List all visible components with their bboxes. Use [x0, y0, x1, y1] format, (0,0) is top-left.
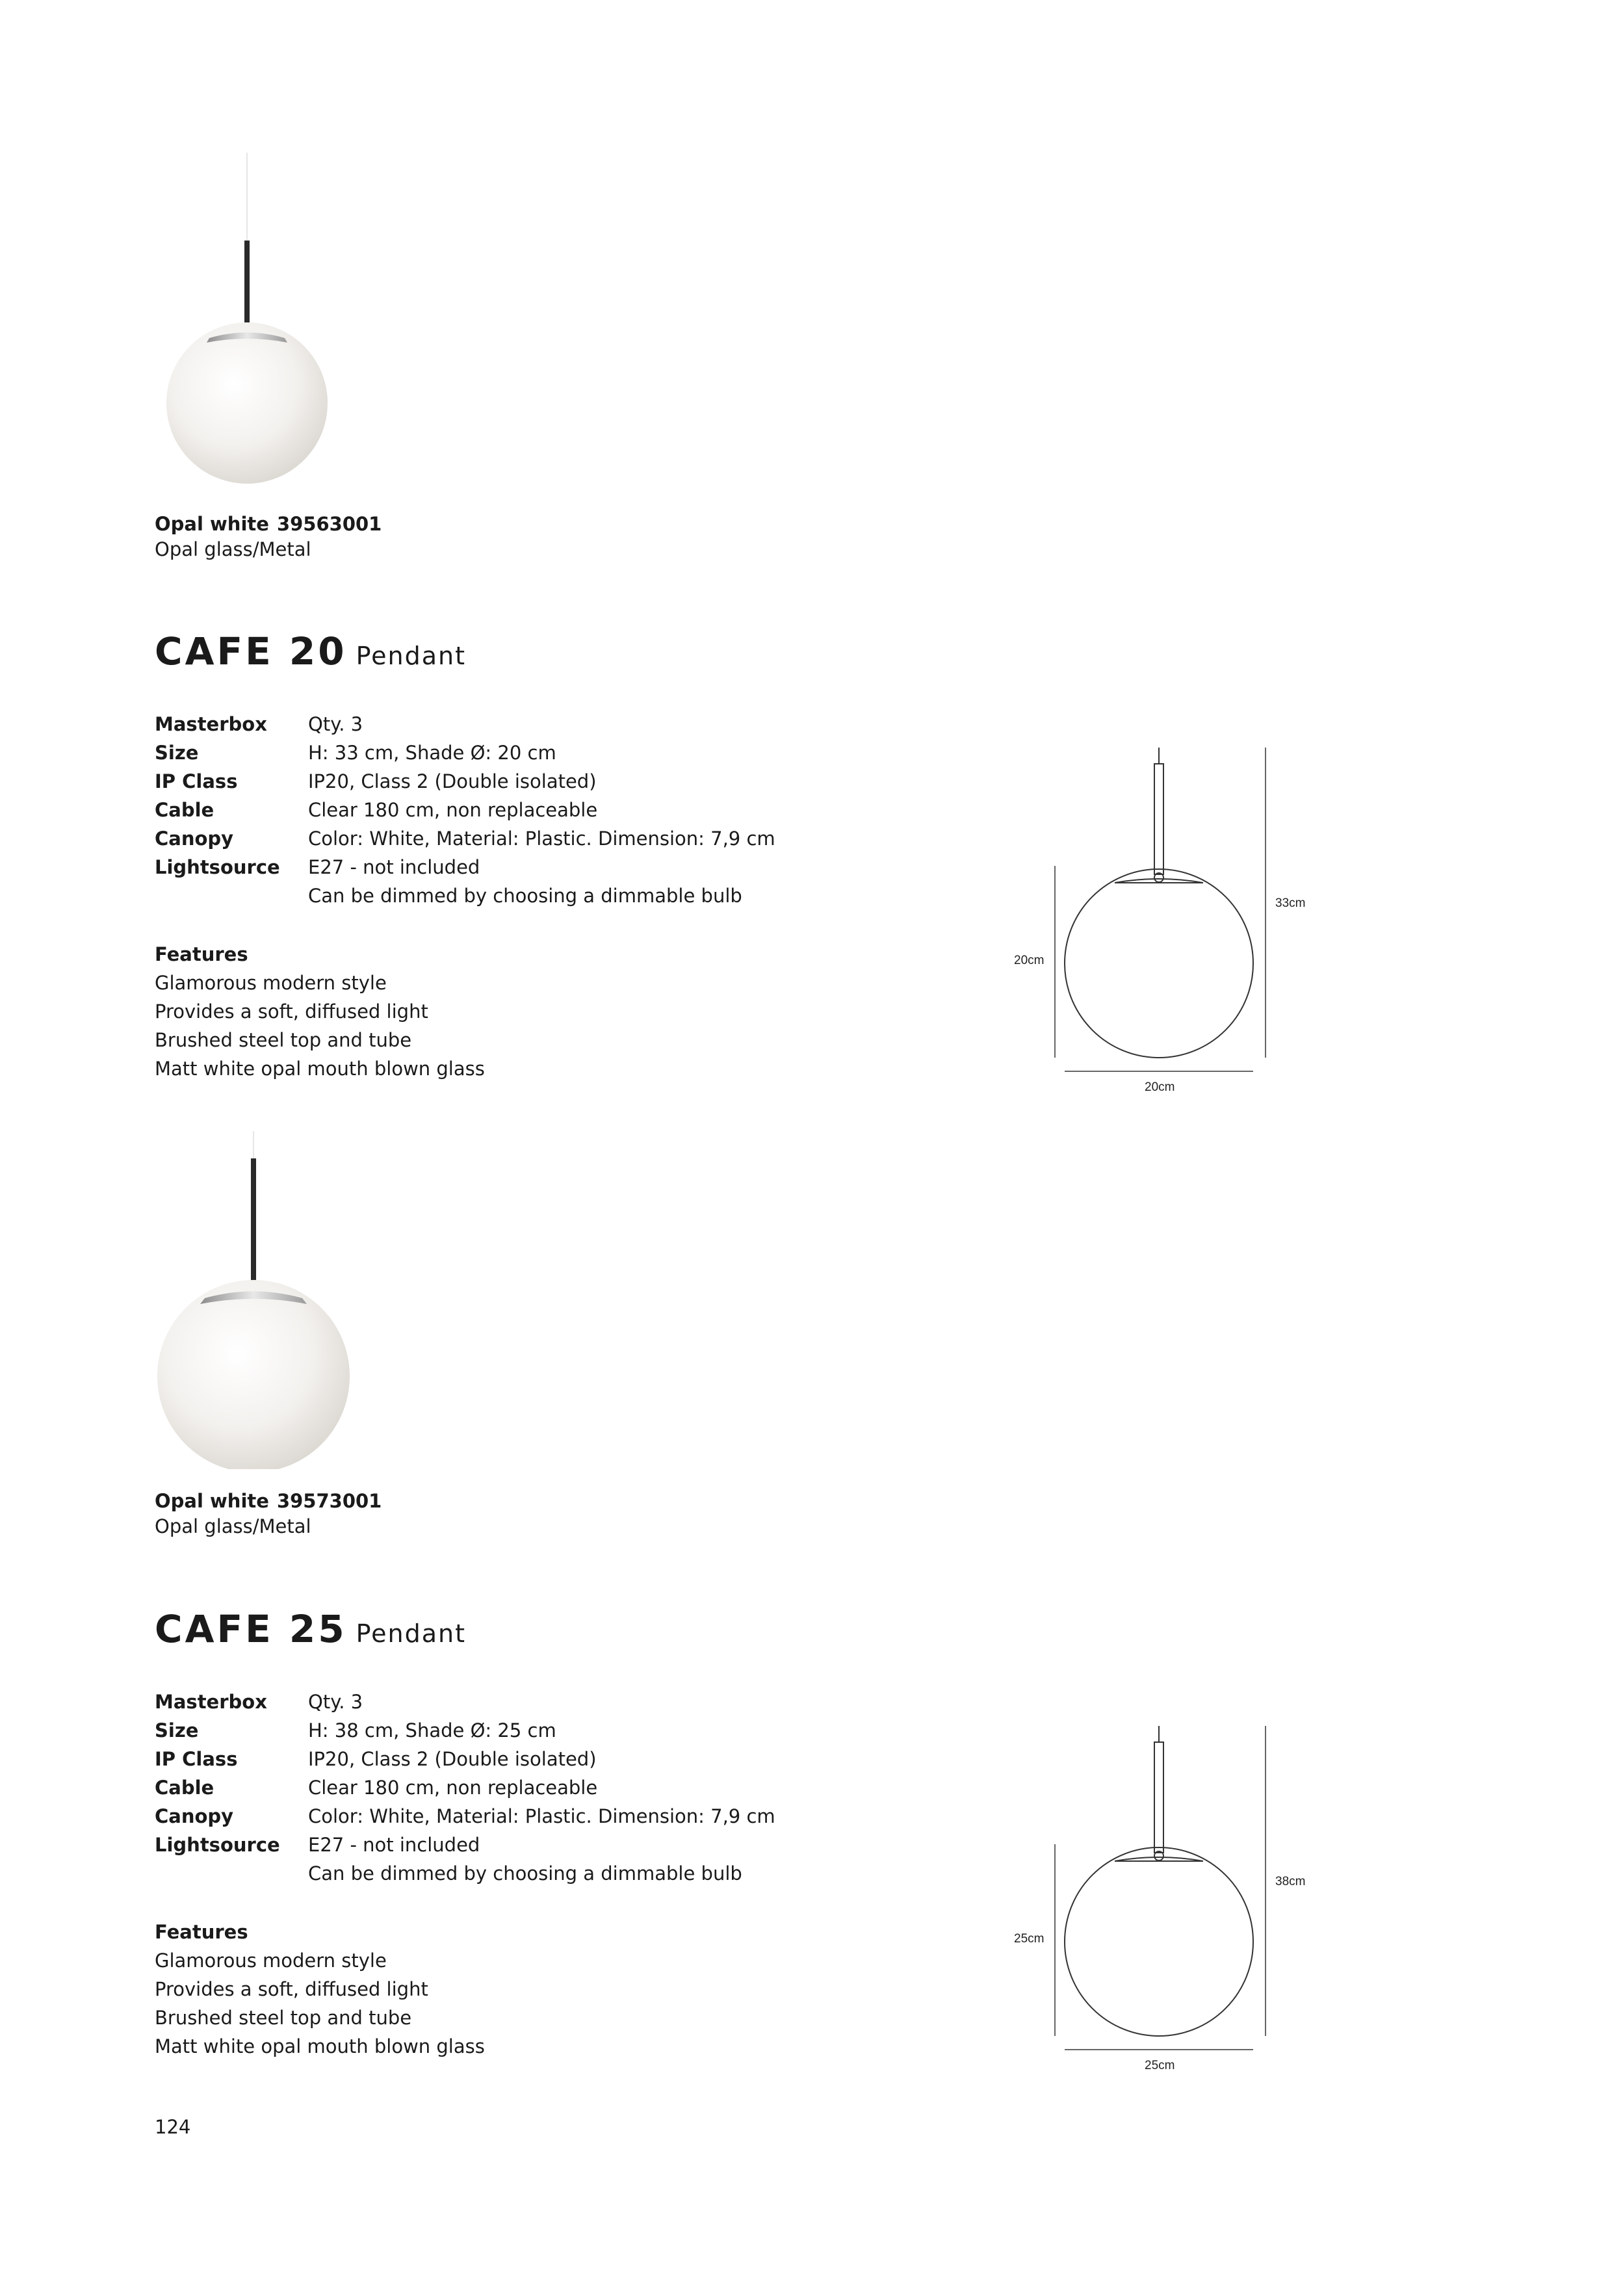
spec-value: IP20, Class 2 (Double isolated) [308, 1748, 597, 1770]
feature-item: Provides a soft, diffused light [155, 1000, 428, 1023]
spec-label: IP Class [155, 1748, 238, 1770]
spec-value: H: 33 cm, Shade Ø: 20 cm [308, 742, 556, 764]
spec-value: E27 - not included [308, 1834, 480, 1856]
feature-item: Glamorous modern style [155, 1950, 387, 1972]
dim-height-label: 33cm [1275, 896, 1306, 910]
spec-row [155, 767, 775, 796]
spec-label: Size [155, 742, 199, 764]
spec-row [155, 1716, 775, 1745]
feature-item: Provides a soft, diffused light [155, 1978, 428, 2000]
product-caption [155, 1489, 382, 1539]
spec-row [155, 796, 775, 824]
features-list [155, 1918, 485, 2061]
technical-drawing-cafe-20 [1001, 748, 1339, 1112]
dim-shade-height-label: 20cm [1014, 954, 1045, 967]
spec-label: Lightsource [155, 856, 280, 878]
spec-table [155, 1688, 775, 1888]
spec-row [155, 738, 775, 767]
spec-row [155, 853, 775, 881]
spec-label: Size [155, 1719, 199, 1742]
spec-row [155, 881, 775, 910]
spec-label: Cable [155, 799, 214, 821]
spec-label: Cable [155, 1777, 214, 1799]
spec-row [155, 1859, 775, 1888]
product-type: Pendant [356, 642, 467, 670]
spec-label: Canopy [155, 1805, 234, 1827]
product-code: 39563001 [276, 513, 382, 535]
features-heading: Features [155, 943, 248, 965]
spec-value: Can be dimmed by choosing a dimmable bulb [308, 885, 742, 907]
dim-shade-height-label: 25cm [1014, 1932, 1045, 1946]
dim-height-label: 38cm [1275, 1875, 1306, 1888]
technical-drawing-cafe-25 [1001, 1726, 1339, 2090]
product-title [155, 1607, 466, 1651]
spec-value: H: 38 cm, Shade Ø: 25 cm [308, 1719, 556, 1742]
spec-label [155, 881, 308, 910]
product-name: CAFE 20 [155, 629, 347, 673]
spec-value: Clear 180 cm, non replaceable [308, 799, 598, 821]
spec-value: Qty. 3 [308, 1691, 363, 1713]
product-type: Pendant [356, 1619, 467, 1648]
spec-value: Color: White, Material: Plastic. Dimension: 7,9 cm [308, 828, 775, 850]
spec-label: IP Class [155, 770, 238, 792]
spec-row [155, 1802, 775, 1831]
spec-row [155, 824, 775, 853]
page-number: 124 [155, 2116, 191, 2138]
feature-item: Brushed steel top and tube [155, 2007, 412, 2029]
product-name: CAFE 25 [155, 1607, 347, 1651]
spec-value: IP20, Class 2 (Double isolated) [308, 770, 597, 792]
product-title [155, 629, 466, 673]
spec-label [155, 1859, 308, 1888]
dim-width-label: 20cm [1145, 1080, 1175, 1094]
spec-row [155, 1745, 775, 1773]
product-photo-cafe-20 [149, 153, 370, 497]
feature-item: Matt white opal mouth blown glass [155, 1058, 485, 1080]
spec-row [155, 710, 775, 738]
spec-value: E27 - not included [308, 856, 480, 878]
material: Opal glass/Metal [155, 1515, 311, 1537]
feature-item: Glamorous modern style [155, 972, 387, 994]
spec-value: Clear 180 cm, non replaceable [308, 1777, 598, 1799]
product-code: 39573001 [276, 1490, 382, 1512]
variant-name: Opal white [155, 1490, 269, 1512]
spec-value: Qty. 3 [308, 713, 363, 735]
spec-row [155, 1831, 775, 1859]
dim-width-label: 25cm [1145, 2059, 1175, 2072]
spec-row [155, 1773, 775, 1802]
spec-value: Can be dimmed by choosing a dimmable bulb [308, 1862, 742, 1885]
feature-item: Matt white opal mouth blown glass [155, 2035, 485, 2057]
product-photo-cafe-25 [149, 1131, 370, 1469]
spec-label: Masterbox [155, 1691, 267, 1713]
spec-table [155, 710, 775, 910]
spec-label: Canopy [155, 828, 234, 850]
spec-row [155, 1688, 775, 1716]
features-heading: Features [155, 1921, 248, 1943]
material: Opal glass/Metal [155, 538, 311, 560]
features-list [155, 940, 485, 1083]
product-caption [155, 512, 382, 562]
variant-name: Opal white [155, 513, 269, 535]
feature-item: Brushed steel top and tube [155, 1029, 412, 1051]
spec-value: Color: White, Material: Plastic. Dimension: 7,9 cm [308, 1805, 775, 1827]
spec-label: Lightsource [155, 1834, 280, 1856]
spec-label: Masterbox [155, 713, 267, 735]
